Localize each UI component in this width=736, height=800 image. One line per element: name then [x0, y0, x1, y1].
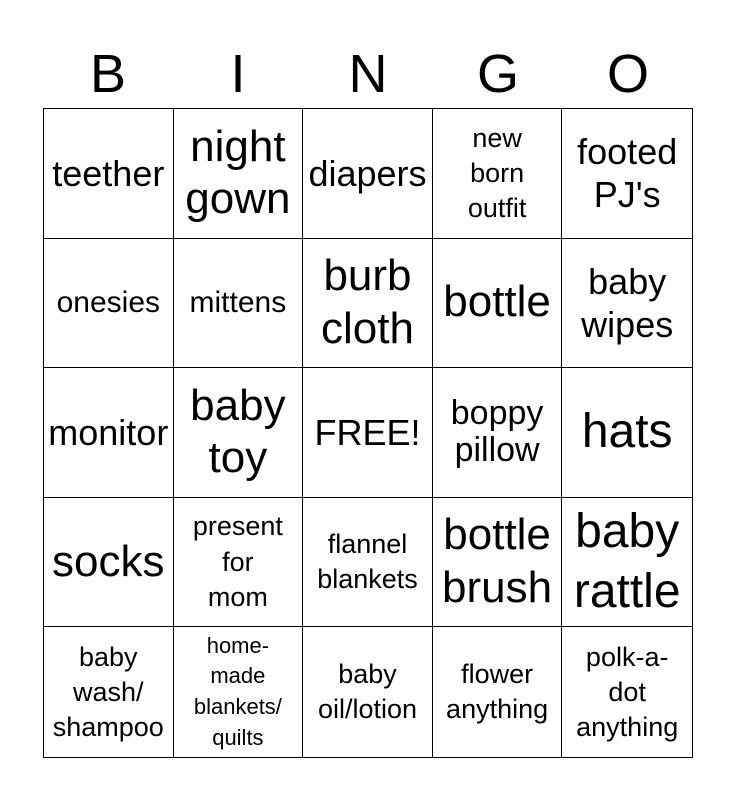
- bingo-cell-flower-anything[interactable]: [433, 627, 563, 757]
- cell-label: boppy pillow: [450, 394, 544, 470]
- bingo-cell-teether[interactable]: [44, 109, 174, 239]
- cell-label: onesies: [56, 285, 160, 319]
- cell-label: baby wash/ shampoo: [52, 641, 164, 742]
- cell-label: diapers: [308, 152, 427, 194]
- cell-label: baby oil/lotion: [317, 659, 418, 725]
- bingo-cell-bottle-brush[interactable]: [433, 498, 563, 628]
- bingo-cell-bottle[interactable]: [433, 239, 563, 369]
- cell-label: bottle: [443, 277, 551, 327]
- bingo-cell-footed-pjs[interactable]: [562, 109, 692, 239]
- bingo-cell-baby-wash-shampoo[interactable]: [44, 627, 174, 757]
- bingo-cell-hats[interactable]: [562, 368, 692, 498]
- cell-label: baby wipes: [581, 260, 674, 345]
- cell-label: bottle brush: [442, 510, 553, 613]
- cell-label: home- made blankets/ quilts: [193, 632, 282, 750]
- header-letter-b: B: [89, 44, 127, 104]
- bingo-cell-mittens[interactable]: [174, 239, 304, 369]
- bingo-cell-free[interactable]: [303, 368, 433, 498]
- cell-label: teether: [52, 152, 165, 194]
- cell-label: present for mom: [192, 511, 283, 612]
- cell-label: flannel blankets: [317, 529, 418, 595]
- bingo-cell-night-gown[interactable]: [174, 109, 304, 239]
- bingo-cell-boppy-pillow[interactable]: [433, 368, 563, 498]
- header-letter-n: N: [348, 44, 388, 104]
- cell-label: socks: [52, 536, 165, 586]
- bingo-cell-baby-wipes[interactable]: [562, 239, 692, 369]
- header-letter-g: G: [476, 44, 519, 104]
- bingo-cell-baby-rattle[interactable]: [562, 498, 692, 628]
- bingo-cell-onesies[interactable]: [44, 239, 174, 369]
- bingo-cell-polk-a-dot-anything[interactable]: [562, 627, 692, 757]
- bingo-cell-socks[interactable]: [44, 498, 174, 628]
- bingo-header: [43, 40, 693, 108]
- cell-label: mittens: [189, 285, 287, 319]
- cell-label: baby toy: [190, 380, 286, 483]
- cell-label: baby rattle: [573, 505, 681, 619]
- cell-label: flower anything: [446, 659, 549, 725]
- bingo-cell-homemade-blankets-quilts[interactable]: [174, 627, 304, 757]
- cell-label: FREE!: [314, 411, 421, 453]
- bingo-board: [43, 108, 693, 758]
- bingo-cell-burb-cloth[interactable]: [303, 239, 433, 369]
- cell-label: polk-a- dot anything: [576, 641, 679, 742]
- bingo-cell-new-born-outfit[interactable]: [433, 109, 563, 239]
- bingo-cell-present-for-mom[interactable]: [174, 498, 304, 628]
- cell-label: hats: [581, 405, 673, 459]
- cell-label: night gown: [185, 121, 291, 224]
- bingo-cell-baby-toy[interactable]: [174, 368, 304, 498]
- header-letter-i: I: [230, 44, 246, 104]
- cell-label: burb cloth: [321, 251, 414, 353]
- bingo-cell-monitor[interactable]: [44, 368, 174, 498]
- bingo-cell-flannel-blankets[interactable]: [303, 498, 433, 628]
- cell-label: new born outfit: [467, 122, 527, 223]
- cell-label: footed PJ's: [577, 131, 678, 216]
- header-letter-o: O: [606, 44, 649, 104]
- bingo-cell-diapers[interactable]: [303, 109, 433, 239]
- cell-label: monitor: [48, 411, 169, 453]
- bingo-cell-baby-oil-lotion[interactable]: [303, 627, 433, 757]
